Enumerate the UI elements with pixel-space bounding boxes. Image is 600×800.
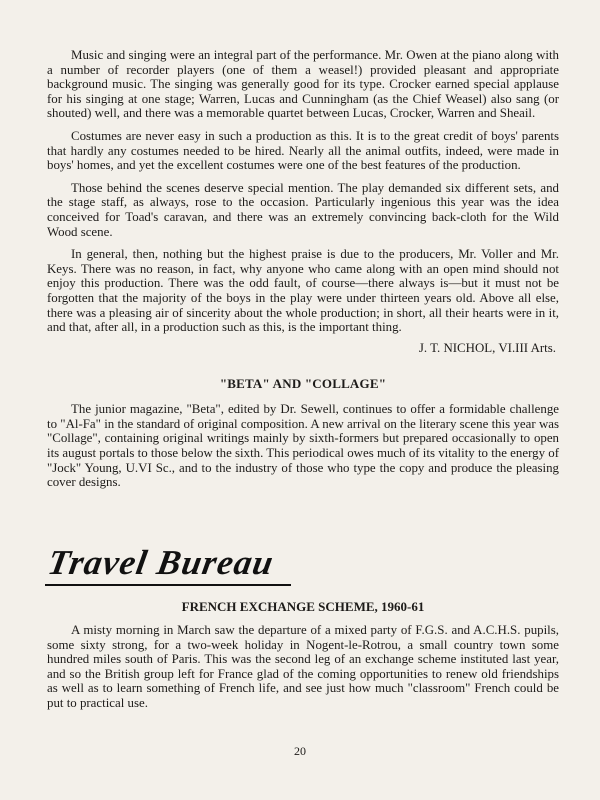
article-body (47, 48, 559, 490)
beta-collage-heading: "BETA" AND "COLLAGE" (219, 376, 387, 392)
beta-collage-paragraph: The junior magazine, "Beta", edited by Dr. Sewell, continues to offer a formidable challenge to "Al-Fa" in the standard of original composition. A new arrival on the literary scene this year was "Collage", containing original writings mainly by sixth-formers but prepared occasionally to open its august portals to those below the sixth. This periodical owes much of its vitality to the energy of "Jock" Young, U.VI Sc., and to the industry of those who type the copy and produce the pleasing cover designs. (47, 402, 559, 490)
french-exchange-paragraph: A misty morning in March saw the departure of a mixed party of F.G.S. and A.C.H.S. pupils, some sixty strong, for a two-week holiday in Nogent-le-Rotrou, a small country town some hundred miles south of Paris. This was the second leg of an exchange scheme instituted last year, and so the British group left for France glad of the coming opportunities to renew old friendships as well as to learn something of French life, and see just how much "classroom" French could be put to practical use. (47, 623, 559, 710)
french-exchange-section (47, 599, 559, 711)
french-exchange-heading: FRENCH EXCHANGE SCHEME, 1960-61 (181, 599, 425, 614)
paragraph-general: In general, then, nothing but the highest praise is due to the producers, Mr. Voller and Mr. Keys. There was no reason, in fact, why anyone who came along with an open mind should not enjoy this production. There was the odd fault, of course—there always is—but it must not be forgotten that the majority of the boys in the play were under thirteen years old. Above all else, there was a pleasing air of sincerity about the whole production; in short, all their hearts were in it, and that, after all, in a production such as this, is the important thing. (47, 247, 559, 335)
page-number: 20 (294, 744, 306, 758)
paragraph-scenes: Those behind the scenes deserve special mention. The play demanded six different sets, and the stage staff, as always, rose to the occasion. Particularly ingenious this year was the idea conceived for Toad's caravan, and there was an extremely convincing back-cloth for the Wild Wood scene. (47, 180, 559, 239)
section-divider (45, 584, 291, 586)
travel-bureau-title: Travel Bureau (45, 543, 278, 582)
paragraph-music: Music and singing were an integral part of the performance. Mr. Owen at the piano along with a number of recorder players (one of them a weasel!) provided pleasant and appropriate background music. The singing was generally good for its type. Crocker earned special applause for his singing at one stage; Warren, Lucas and Cunningham (as the Chief Weasel) also sang (or shouted) well, and there was a memorable quartet between Lucas, Crocker, Warren and Sheail. (47, 48, 559, 121)
author-signature: J. T. NICHOL, VI.III Arts. (418, 340, 556, 355)
travel-bureau-section (45, 544, 565, 586)
paragraph-costumes: Costumes are never easy in such a production as this. It is to the great credit of boys' parents that hardly any costumes needed to be hired. Nearly all the animal outfits, indeed, were made in boys' homes, and yet the excellent costumes were one of the best features of the production. (47, 128, 559, 173)
